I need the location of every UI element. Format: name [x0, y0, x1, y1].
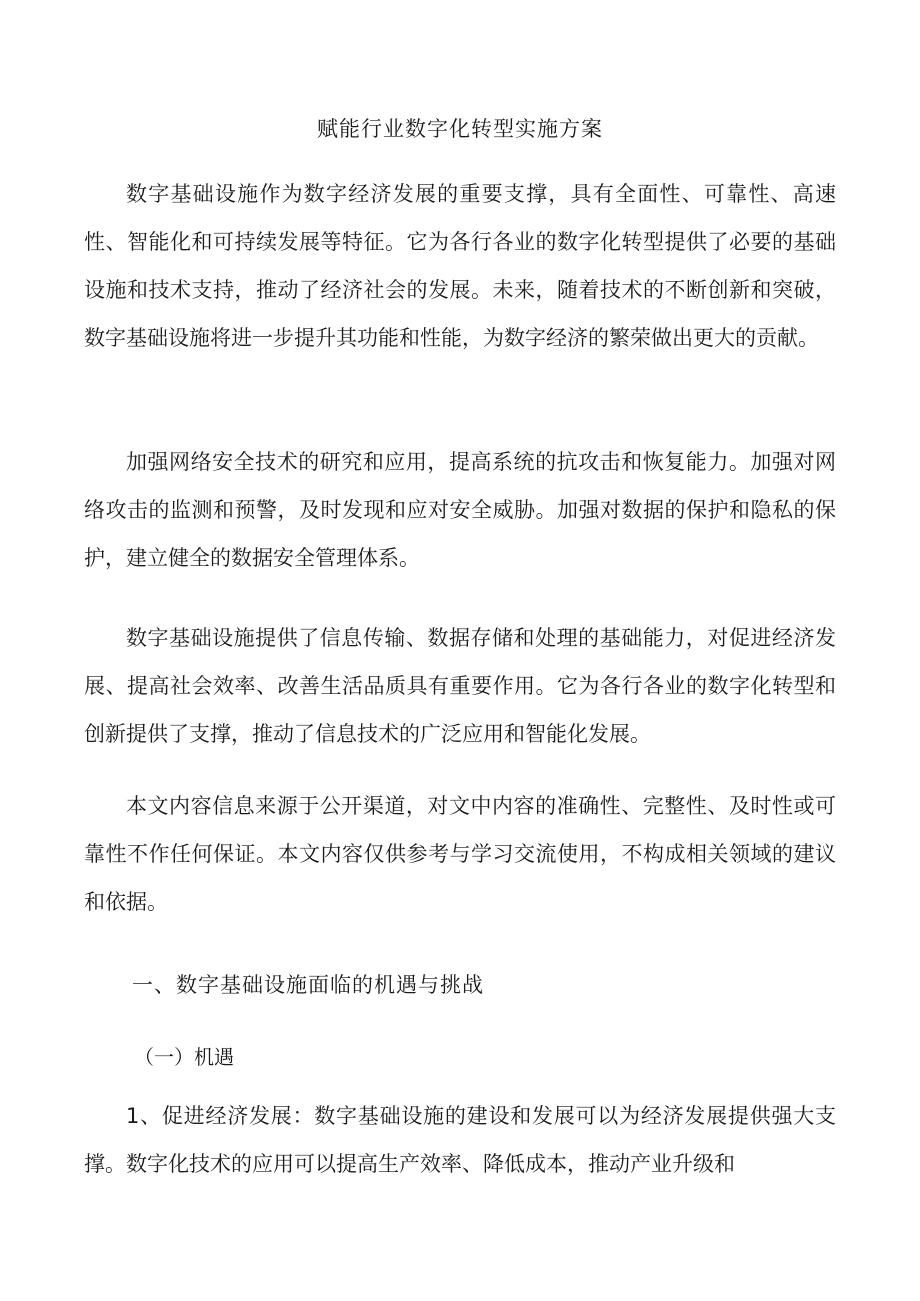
document-title: 赋能行业数字化转型实施方案 — [317, 117, 603, 141]
paragraph-network-security: 加强网络安全技术的研究和应用，提高系统的抗攻击和恢复能力。加强对网络攻击的监测和预警，及时发现和应对安全威胁。加强对数据的保护和隐私的保护，建立健全的数据安全管理体系。 — [84, 450, 836, 570]
paragraph-infrastructure-role: 数字基础设施提供了信息传输、数据存储和处理的基础能力，对促进经济发展、提高社会效率、改善生活品质具有重要作用。它为各行各业的数字化转型和创新提供了支撑，推动了信息技术的广泛应用和智能化发展。 — [84, 626, 836, 746]
subsection-heading: （一）机遇 — [134, 1045, 234, 1069]
section-heading: 一、数字基础设施面临的机遇与挑战 — [132, 973, 484, 997]
paragraph-digital-infrastructure-overview: 数字基础设施作为数字经济发展的重要支撑，具有全面性、可靠性、高速性、智能化和可持续发展等特征。它为各行各业的数字化转型提供了必要的基础设施和技术支持，推动了经济社会的发展。未来，随着技术的不断创新和突破，数字基础设施将进一步提升其功能和性能，为数字经济的繁荣做出更大的贡献。 — [84, 182, 836, 350]
paragraph-item-1: 1、促进经济发展：数字基础设施的建设和发展可以为经济发展提供强大支撑。数字化技术的应用可以提高生产效率、降低成本，推动产业升级和 — [84, 1104, 836, 1176]
paragraph-disclaimer: 本文内容信息来源于公开渠道，对文中内容的准确性、完整性、及时性或可靠性不作任何保证。本文内容仅供参考与学习交流使用，不构成相关领域的建议和依据。 — [84, 794, 836, 914]
